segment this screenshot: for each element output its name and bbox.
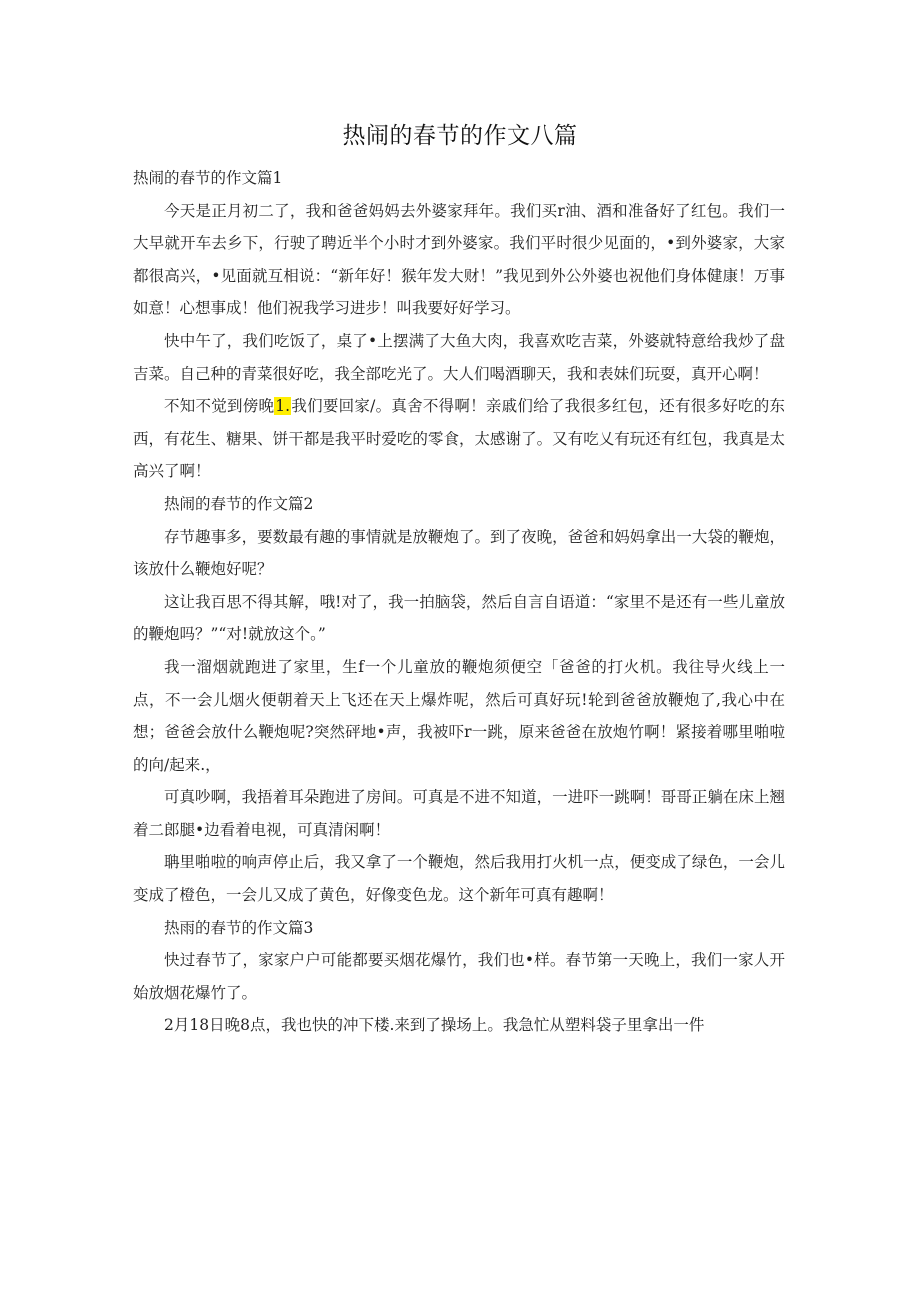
section-heading-2: 热闹的春节的作文篇2	[164, 494, 314, 513]
section-heading-3: 热雨的春节的作文篇3	[164, 918, 314, 937]
document-body	[133, 162, 785, 1042]
paragraph: 可真吵啊，我捂着耳朵跑进了房间。可真是不进不知道，一进吓一跳啊！哥哥正躺在床上翘着二郎腿•边看着电视，可真清闲啊！	[133, 788, 785, 839]
paragraph: 快过春节了，家家户户可能都要买烟花爆竹，我们也•样。春节第一天晚上，我们一家人开始放烟花爆竹了。	[133, 951, 785, 1002]
highlight-mark: 1.	[275, 397, 291, 416]
paragraph: 存节趣事多，要数最有趣的事情就是放鞭炮了。到了夜晚，爸爸和妈妈拿出一大袋的鞭炮，该放什么鞭炮好呢？	[133, 527, 785, 579]
section-heading-1: 热闹的春节的作文篇1	[133, 169, 283, 187]
paragraph: 今天是正月初二了，我和爸爸妈妈去外婆家拜年。我们买r油、酒和准备好了红包。我们一大早就开车去乡下，行驶了聘近半个小时才到外婆家。我们平时很少见面的，•到外婆家，大家都很高兴，•见面就互相说：“新年好！猴年发大财！”我见到外公外婆也祝他们身体健康！万事如意！心想事成！他们祝我学习进步！叫我要好好学习。	[133, 201, 785, 318]
paragraph: 聃里啪啦的响声停止后，我又拿了一个鞭炮，然后我用打火机一点，便变成了绿色，一会儿变成了橙色，一会儿又成了黄色，好像变色龙。这个新年可真有趣啊！	[133, 853, 785, 905]
document-title: 热闹的春节的作文八篇	[342, 123, 578, 149]
paragraph: 2月18日晚8点，我也快的冲下楼.来到了操场上。我急忙从塑料袋子里拿出一件	[164, 1016, 705, 1035]
paragraph-highlighted	[133, 390, 785, 488]
paragraph: 这让我百思不得其解，哦!对了，我一拍脑袋，然后自言自语道：“家里不是还有一些儿童放的鞭炮吗？”“对!就放这个。”	[133, 592, 785, 644]
paragraph: 我一溜烟就跑进了家里，生f一个儿童放的鞭炮须便空「爸爸的打火机。我往导火线上一点，不一会儿烟火便朝着天上飞还在天上爆炸呢，然后可真好玩!轮到爸爸放鞭炮了,我心中在想；爸爸会放什么鞭炮呢?突然砰地•声，我被吓r一跳，原来爸爸在放炮竹啊！紧接着哪里啪啦的向/起来.，	[133, 657, 785, 774]
paragraph-text: 不知不觉到傍晚	[164, 397, 275, 416]
paragraph: 快中午了，我们吃饭了，桌了•上摆满了大鱼大肉，我喜欢吃吉菜，外婆就特意给我炒了盘吉菜。自己种的青菜很好吃，我全部吃光了。大人们喝酒聊天，我和表妹们玩耍，真开心啊！	[133, 331, 785, 383]
paragraph-text: 我们要回家/。真舍不得啊！亲戚们给了我很多红包，还有很多好吃的东西，有花生、糖果、饼干都是我平时爱吃的零食，太感谢了。又有吃乂有玩还有红包，我真是太高兴了啊！	[133, 397, 785, 481]
